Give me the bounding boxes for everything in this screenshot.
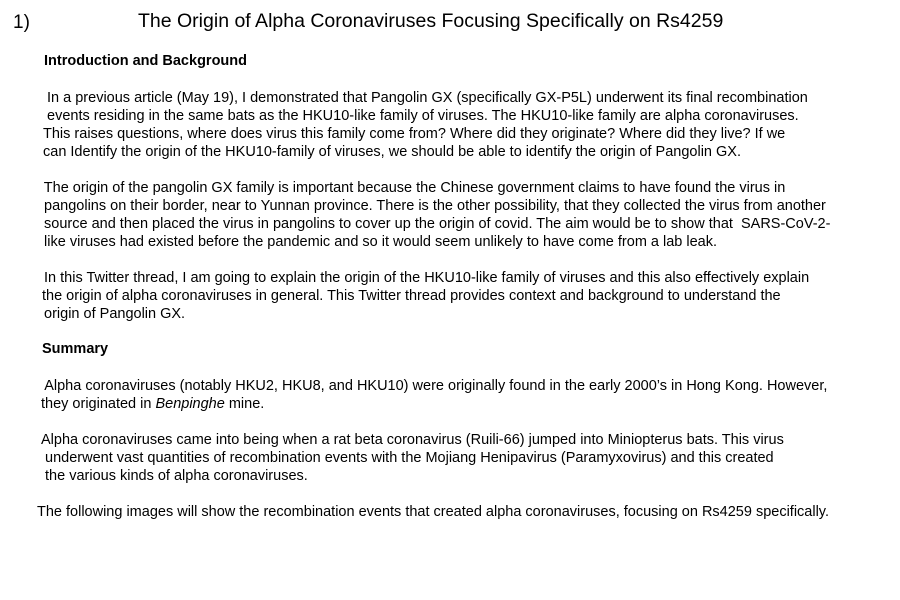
text-line: Alpha coronaviruses came into being when a rat beta coronavirus (Ruili-66) jumped into Miniopterus bats. This virus [41, 432, 784, 448]
text-line: underwent vast quantities of recombination events with the Mojiang Henipavirus (Paramyxovirus) and this created [41, 450, 774, 466]
page-title: The Origin of Alpha Coronaviruses Focusing Specifically on Rs4259 [138, 10, 724, 32]
text-line: the origin of alpha coronaviruses in general. This Twitter thread provides context and background to understand the [42, 288, 781, 304]
text-line: source and then placed the virus in pangolins to cover up the origin of covid. The aim would be to show that SARS-CoV-2- [40, 216, 831, 232]
text-span: mine. [224, 396, 265, 412]
text-line: can Identify the origin of the HKU10-family of viruses, we should be able to identify the origin of Pangolin GX. [43, 144, 741, 160]
mine-name: Benpinghe [155, 396, 225, 412]
text-line: In a previous article (May 19), I demonstrated that Pangolin GX (specifically GX-P5L) underwent its final recombination [43, 90, 808, 106]
closing-paragraph: The following images will show the recombination events that created alpha coronaviruses, focusing on Rs4259 specifically. [37, 504, 830, 520]
text-line: origin of Pangolin GX. [40, 306, 186, 322]
text-line: like viruses had existed before the pandemic and so it would seem unlikely to have come from a lab leak. [40, 234, 718, 250]
section-number: 1) [13, 12, 30, 33]
text-line: In this Twitter thread, I am going to explain the origin of the HKU10-like family of viruses and this also effectively explain [40, 270, 810, 286]
text-span: they originated in [41, 396, 156, 412]
text-line: This raises questions, where does virus this family come from? Where did they originate? Where did they live? If we [43, 126, 786, 142]
text-line: pangolins on their border, near to Yunnan province. There is the other possibility, that they collected the virus from another [40, 198, 826, 214]
intro-heading: Introduction and Background [44, 53, 247, 69]
text-line: the various kinds of alpha coronaviruses. [41, 468, 308, 484]
text-line: events residing in the same bats as the HKU10-like family of viruses. The HKU10-like family are alpha coronaviruses. [43, 108, 799, 124]
text-line: Alpha coronaviruses (notably HKU2, HKU8, and HKU10) were originally found in the early 2000’s in Hong Kong. However, [41, 378, 828, 394]
text-line: The origin of the pangolin GX family is important because the Chinese government claims to have found the virus in [40, 180, 786, 196]
text-line [41, 395, 264, 413]
summary-heading: Summary [42, 341, 109, 357]
